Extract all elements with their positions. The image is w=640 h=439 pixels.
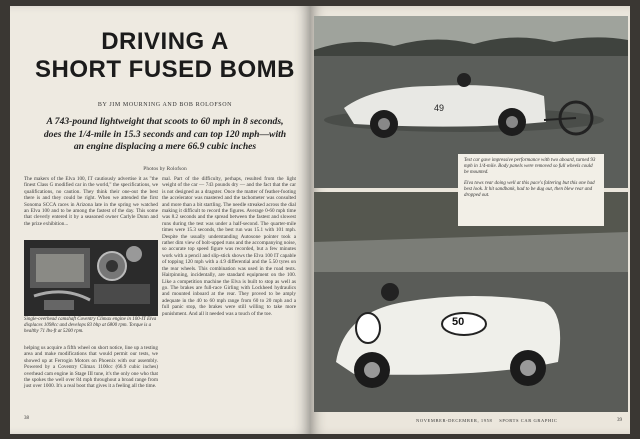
right-column [162,176,296,408]
magazine-name: SPORTS CAR GRAPHIC [499,418,558,423]
photo-credit: Photos by Rolofson [143,166,187,172]
engine-illustration [24,240,158,316]
title-line-2: SHORT FUSED BOMB [35,56,295,83]
intro-text: The makers of the Elva 100, IT cautiously advertise it as "the finest Class G modified car in the world," the specifications, we qualifications, no caution. They think their one-out the best there is and they could be right. When we attended the first Sonoma SCCA races in Arizona late in the spring we watched an Elva 100 and to be among the fastest of the day. This some that cleverly entered it by a seasoned owner Carlyle Dunn and the prize exhibition... [24,176,158,227]
car-number: 50 [452,316,465,328]
engine-caption: Single-overhead camshaft Coventry Climax engine in 100-IT Elva displaces 1098cc and develops 83 bhp at 6800 rpm. Torque is a healthy 71 lbs-ft at 5200 rpm. [24,317,157,334]
page-number-left: 38 [24,416,29,421]
right-page [310,6,630,434]
caption-paragraph-1: Test car gave impressive performance with two aboard, turned 93 mph in 1/4-mile. Body panels were removed so full wheels could be mounted. [464,158,596,176]
right-column-text: mal. Part of the difficulty, perhaps, resulted from the light weight of the car — 743 pounds dry — and the fact that the car is not designed as a dragster. Once the matter of feather-footing the accelerator was mastered and the tachometer was consulted and more than a bit startling. The needle streaked across the dial making it difficult to record the figures. Average 0-60 mph time was 8.2 seconds and the spread between the fastest and slowest runs during the test was under a half-second. The quarter-mile times were 15.3 seconds, the best run was 15.1 with 101 mph. Despite the usually understanding Autosone pointer took a rather dim view of bolt-upped runs and the accompanying noise, so accurate top speed figure was recorded, but a few minutes work with a pencil and slip-stick shows the Elva 100 IT capable of topping 120 mph with a 4.9 differential and the 5.50 tyres on the rear wheels. This combination was used in the road tests. Hairpinning, incidentally, are standard equipment on the 100. Like a competition machine the Elva is built to stop as well as go. The brakes are full-race Girling with Lockheed hydraulics and mounted inboard at the rear. They proved to be amply adequate in the 40 to 60 mph range from 60 to 20 mph and a full panic stop, the brakes were still willing to take more punishment. And all it needed was a touch of the toe. [162,176,296,317]
byline: BY JIM MOURNING AND BOB ROLOFSON [97,102,233,108]
caption-paragraph-2: Elva tows rear doing well at this pace's faltering but this one had best look. It hit sandbank, had to be dug out, then blew rear and dropped out. [464,180,595,199]
caption-box [458,154,604,226]
title-line-1: DRIVING A [101,28,229,55]
article-deck: A 743-pound lightweight that scoots to 60 mph in 8 seconds, does the 1/4-mile in 15.3 seconds and can top 120 mph—with an engine displacing a mere 66.9 cubic inches [43,116,287,152]
engine-photo [24,240,158,316]
article-title [30,28,300,84]
svg-text:49: 49 [434,103,445,113]
magazine-spread [6,6,634,434]
intro-column [24,176,158,238]
lower-left-column [24,345,158,407]
issue-date: NOVEMBER-DECEMBER, 1958 [416,418,493,423]
lower-left-text: helping us acquire a fifth wheel on short notice, line up a testing area and make modifications that would permit our tests, we showed up at Ferrogin Motors on Phoenix with our assembly. Powered by a Coventry Climax 1100cc (66.9 cubic inches) overhead cam engine in Stage III tune, it's the only one who that the spokes the well over 84 mph throughout a broad range from just over 1000. It's a real boot that gives it a feeling all the time. [24,345,158,390]
left-page [10,6,310,434]
page-number-right: 39 [617,418,622,423]
magazine-footer [416,418,558,423]
